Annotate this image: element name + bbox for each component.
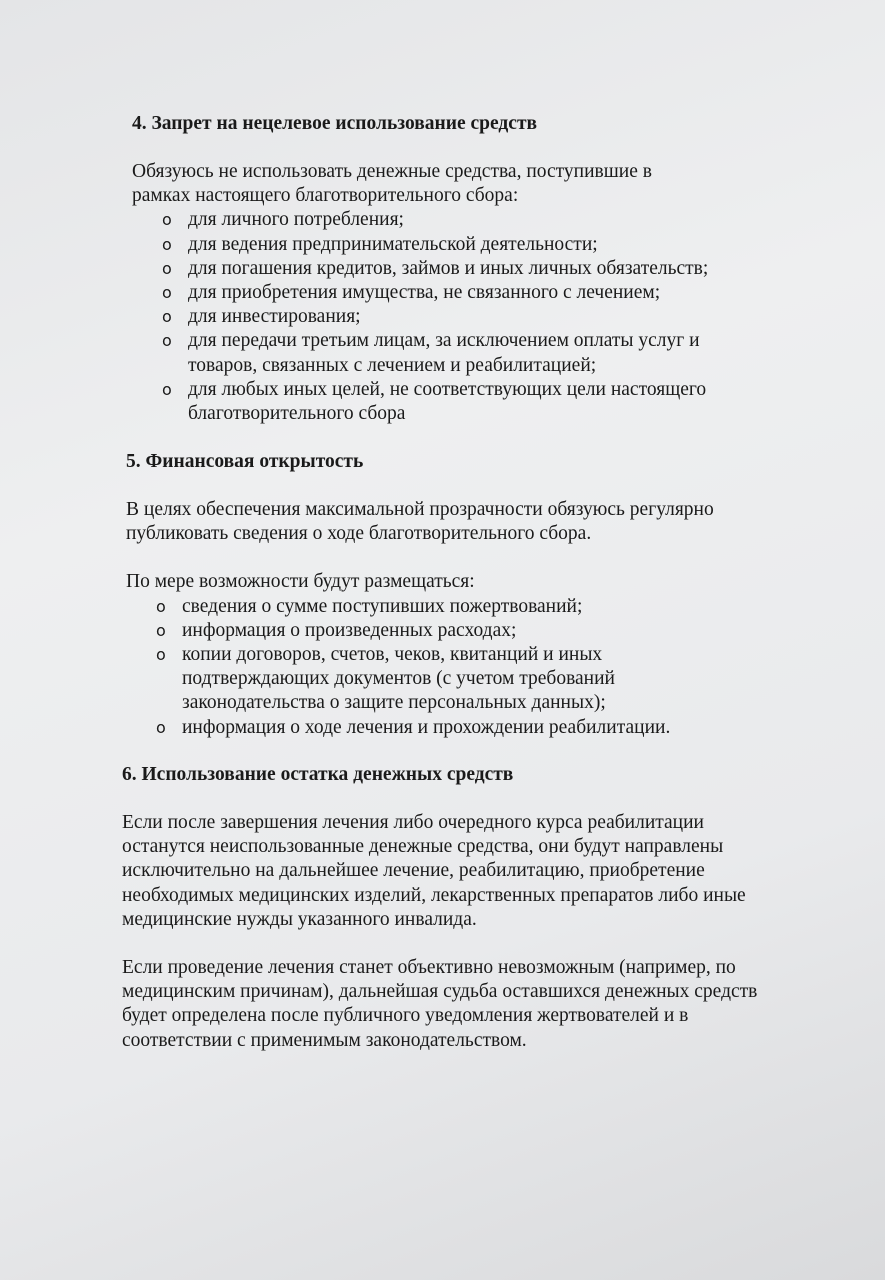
list-item: o информация о произведенных расходах; xyxy=(182,619,742,643)
bullet-icon: o xyxy=(156,645,166,665)
section-4 xyxy=(132,112,772,426)
list-item: o для погашения кредитов, займов и иных личных обязательств; xyxy=(188,257,788,281)
section-6-paragraph-2: Если проведение лечения станет объективно невозможным (например, по медицинским причинам), дальнейшая судьба оставшихся денежных средств будет определена после публичного уведомления жертвователей и в соответствии с применимым законодательством. xyxy=(122,957,758,1051)
section-5-heading: 5. Финансовая открытость xyxy=(126,451,364,472)
bullet-icon: o xyxy=(162,210,172,230)
bullet-icon: o xyxy=(162,307,172,327)
bullet-icon: o xyxy=(156,596,166,616)
bullet-icon: o xyxy=(156,620,166,640)
list-item: o для приобретения имущества, не связанного с лечением; xyxy=(188,281,788,305)
section-4-list xyxy=(132,208,788,426)
bullet-icon: o xyxy=(162,258,172,278)
list-item: o для любых иных целей, не соответствующих цели настоящего благотворительного сбора xyxy=(162,378,707,425)
section-6 xyxy=(122,763,762,1053)
bullet-icon: o xyxy=(162,283,172,303)
section-5 xyxy=(126,450,766,740)
list-item: o сведения о сумме поступивших пожертвований; xyxy=(182,595,742,619)
section-4-heading: 4. Запрет на нецелевое использование средств xyxy=(132,113,538,134)
section-5-paragraph-1: В целях обеспечения максимальной прозрачности обязуюсь регулярно публиковать сведения о ходе благотворительного сбора. xyxy=(126,499,714,545)
list-item: o для личного потребления; xyxy=(188,208,788,232)
section-6-heading: 6. Использование остатка денежных средств xyxy=(122,764,514,785)
section-6-paragraph-1: Если после завершения лечения либо очередного курса реабилитации останутся неиспользованные денежные средства, они будут направлены исключительно на дальнейшее лечение, реабилитацию, приобретение необходимых медицинских изделий, лекарственных препаратов либо иные медицинские нужды указанного инвалида. xyxy=(122,812,746,930)
list-item: o копии договоров, счетов, чеков, квитанций и иных подтверждающих документов (с учетом требований законодательства о защите персональных данных); xyxy=(156,644,615,714)
list-item: o информация о ходе лечения и прохождении реабилитации. xyxy=(182,716,782,740)
list-item: o для инвестирования; xyxy=(188,305,788,329)
list-item: o для ведения предпринимательской деятельности; xyxy=(188,233,788,257)
bullet-icon: o xyxy=(162,331,172,351)
bullet-icon: o xyxy=(162,379,172,399)
list-item: o для передачи третьим лицам, за исключением оплаты услуг и товаров, связанных с лечением и реабилитацией; xyxy=(162,330,700,376)
section-4-intro: Обязуюсь не использовать денежные средства, поступившие в рамках настоящего благотворительного сбора: xyxy=(132,161,652,207)
bullet-icon: o xyxy=(162,234,172,254)
bullet-icon: o xyxy=(156,717,166,737)
section-5-list xyxy=(126,595,742,740)
section-5-paragraph-2: По мере возможности будут размещаться: xyxy=(126,571,475,593)
